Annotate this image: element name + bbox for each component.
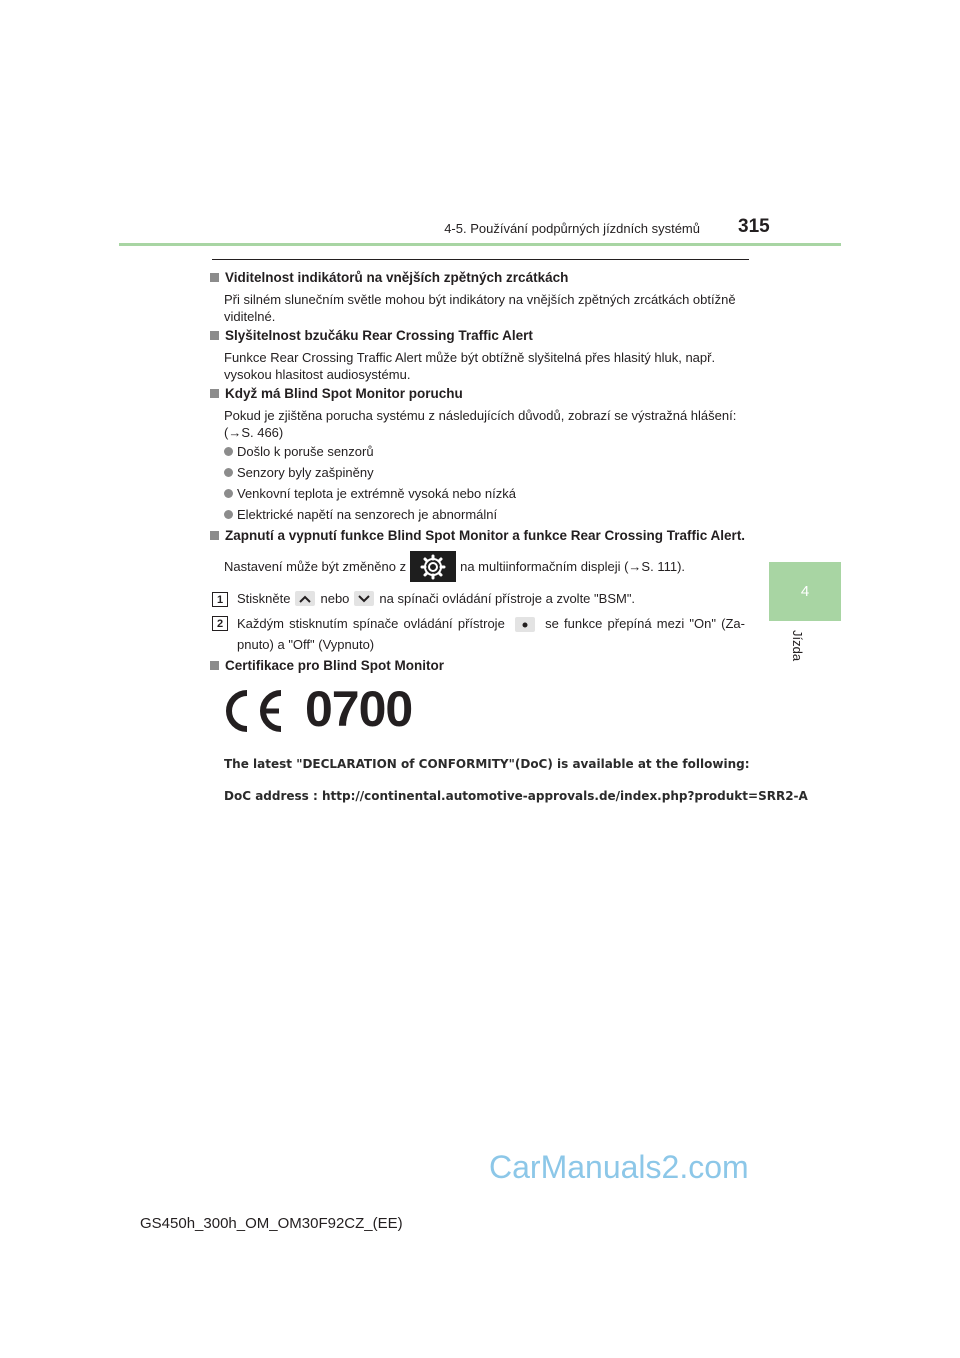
section-title: 4-5. Používání podpůrných jízdních systémů — [444, 221, 700, 236]
chapter-number: 4 — [800, 583, 810, 600]
gear-icon — [410, 551, 456, 582]
list-item — [224, 465, 374, 480]
list-item-text: Venkovní teplota je extrémně vysoká nebo nízká — [237, 486, 516, 501]
step-number-1: 1 — [212, 592, 228, 607]
step-text: pnuto) a "Off" (Vypnuto) — [237, 637, 375, 652]
toggle-intro — [224, 551, 685, 582]
enter-button-icon — [515, 617, 535, 632]
intro-text-after: na multiinformačním displeji (→S. 111). — [460, 559, 686, 574]
chapter-tab[interactable] — [769, 562, 841, 621]
chevron-down-icon — [354, 591, 374, 606]
step-number-2: 2 — [212, 616, 228, 631]
square-bullet-icon — [210, 273, 219, 282]
doc-address: DoC address : http://continental.automotive-approvals.de/index.php?produkt=SRR2-A — [224, 789, 808, 803]
heading-certification — [210, 658, 444, 673]
chapter-label: Jízda — [790, 630, 805, 662]
round-bullet-icon — [224, 489, 233, 498]
square-bullet-icon — [210, 389, 219, 398]
step-text: nebo — [320, 591, 350, 606]
square-bullet-icon — [210, 531, 219, 540]
intro-text-before: Nastavení může být změněno z — [224, 559, 407, 574]
paragraph-audibility: Funkce Rear Crossing Traffic Alert může být obtížně slyšitelná přes hlasitý hluk, např. vysokou hlasitost audiosystému. — [224, 350, 716, 382]
content-rule — [212, 259, 749, 260]
footer-code: GS450h_300h_OM_OM30F92CZ_(EE) — [140, 1215, 403, 1232]
heading-text: Viditelnost indikátorů na vnějších zpětných zrcátkách — [225, 270, 569, 285]
step-2 — [237, 613, 745, 635]
declaration-text: The latest "DECLARATION of CONFORMITY"(DoC) is available at the following: — [224, 757, 750, 771]
paragraph-malfunction: Pokud je zjištěna porucha systému z následujících důvodů, zobrazí se výstražná hlášení: (→S. 466) — [224, 408, 737, 440]
heading-text: Když má Blind Spot Monitor poruchu — [225, 386, 463, 401]
heading-text: Certifikace pro Blind Spot Monitor — [225, 658, 445, 673]
list-item — [224, 444, 374, 459]
heading-text: Slyšitelnost bzučáku Rear Crossing Traffic Alert — [225, 328, 533, 343]
watermark: CarManuals2.com — [489, 1149, 749, 1185]
list-item — [224, 486, 516, 501]
ce-mark-logo — [225, 688, 287, 734]
step-text: se funkce přepíná mezi "On" (Za- — [545, 616, 745, 631]
round-bullet-icon — [224, 510, 233, 519]
step-text: Stiskněte — [237, 591, 291, 606]
step-2-continued — [237, 637, 374, 652]
step-text: Každým stisknutím spínače ovládání přístroje — [237, 616, 505, 631]
square-bullet-icon — [210, 331, 219, 340]
heading-text: Zapnutí a vypnutí funkce Blind Spot Monitor a funkce Rear Crossing Traffic Alert. — [225, 528, 746, 543]
heading-audibility — [210, 328, 533, 343]
heading-toggle — [210, 528, 745, 543]
page-number: 315 — [738, 216, 770, 237]
list-item-text: Senzory byly zašpiněny — [237, 465, 374, 480]
heading-visibility — [210, 270, 568, 285]
paragraph-visibility: Při silném slunečním světle mohou být indikátory na vnějších zpětných zrcátkách obtížně viditelné. — [224, 292, 736, 324]
list-item — [224, 507, 497, 522]
round-bullet-icon — [224, 468, 233, 477]
header-rule — [119, 243, 841, 246]
chevron-up-icon — [295, 591, 315, 606]
step-1 — [237, 591, 635, 606]
square-bullet-icon — [210, 661, 219, 670]
round-bullet-icon — [224, 447, 233, 456]
list-item-text: Došlo k poruše senzorů — [237, 444, 374, 459]
step-text: na spínači ovládání přístroje a zvolte "BSM". — [379, 591, 636, 606]
certification-number: 0700 — [305, 681, 413, 737]
list-item-text: Elektrické napětí na senzorech je abnormální — [237, 507, 498, 522]
heading-malfunction — [210, 386, 463, 401]
